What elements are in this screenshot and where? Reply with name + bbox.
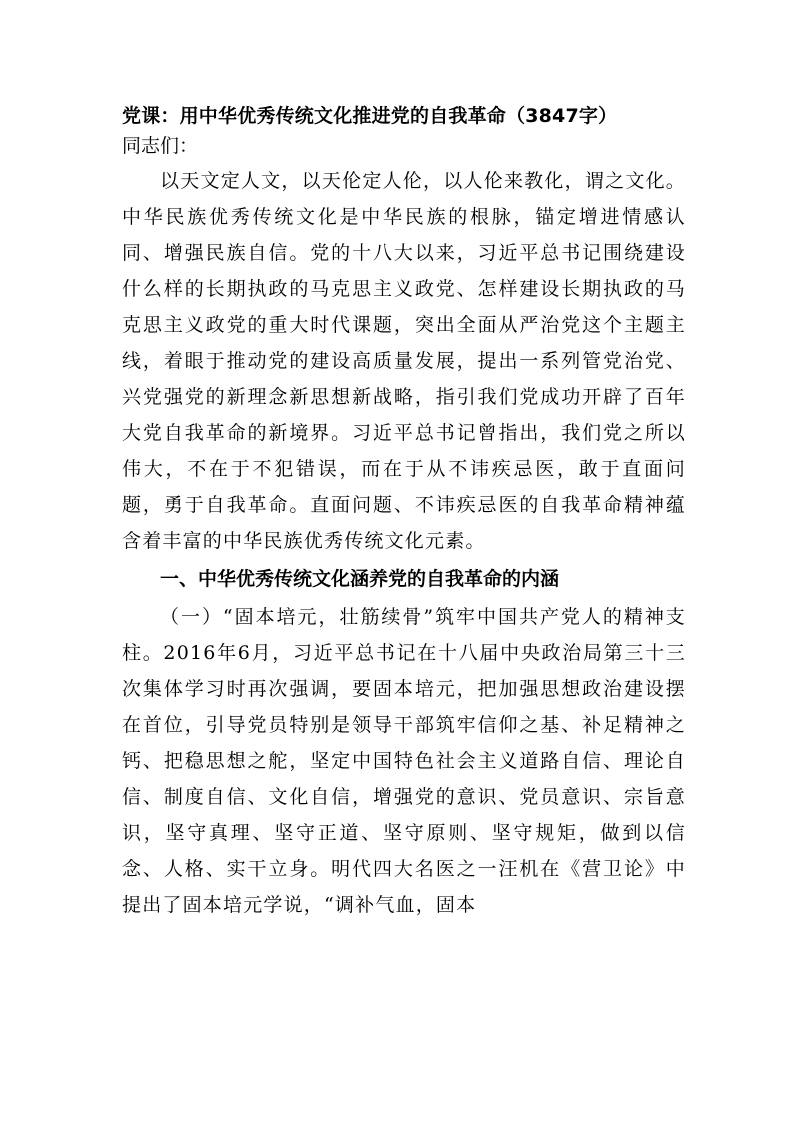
section-heading: 一、中华优秀传统文化涵养党的自我革命的内涵 bbox=[160, 568, 560, 590]
document-title: 党课：用中华优秀传统文化推进党的自我革命（3847字） bbox=[122, 105, 618, 127]
document-body bbox=[122, 101, 686, 923]
paragraph-intro: 以天文定人文，以天伦定人伦，以人伦来教化，谓之文化。中华民族优秀传统文化是中华民族的根脉，锚定增进情感认同、增强民族自信。党的十八大以来，习近平总书记围绕建设什么样的长期执政的马克思主义政党、怎样建设长期执政的马克思主义政党的重大时代课题，突出全面从严治党这个主题主线，着眼于推动党的建设高质量发展，提出一系列管党治党、兴党强党的新理念新思想新战略，指引我们党成功开辟了百年大党自我革命的新境界。习近平总书记曾指出，我们党之所以伟大，不在于不犯错误，而在于从不讳疾忌医，敢于直面问题，勇于自我革命。直面问题、不讳疾忌医的自我革命精神蕴含着丰富的中华民族优秀传统文化元素。 bbox=[122, 170, 686, 552]
paragraph-section-1: （一）“固本培元，壮筋续骨”筑牢中国共产党人的精神支柱。2016年6月，习近平总书记在十八届中央政治局第三十三次集体学习时再次强调，要固本培元，把加强思想政治建设摆在首位，引导党员特别是领导干部筑牢信仰之基、补足精神之钙、把稳思想之舵，坚定中国特色社会主义道路自信、理论自信、制度自信、文化自信，增强党的意识、党员意识、宗旨意识，坚守真理、坚守正道、坚守原则、坚守规矩，做到以信念、人格、实干立身。明代四大名医之一汪机在《营卫论》中提出了固本培元学说，“调补气血，固本 bbox=[122, 606, 686, 916]
salutation: 同志们： bbox=[122, 135, 199, 157]
